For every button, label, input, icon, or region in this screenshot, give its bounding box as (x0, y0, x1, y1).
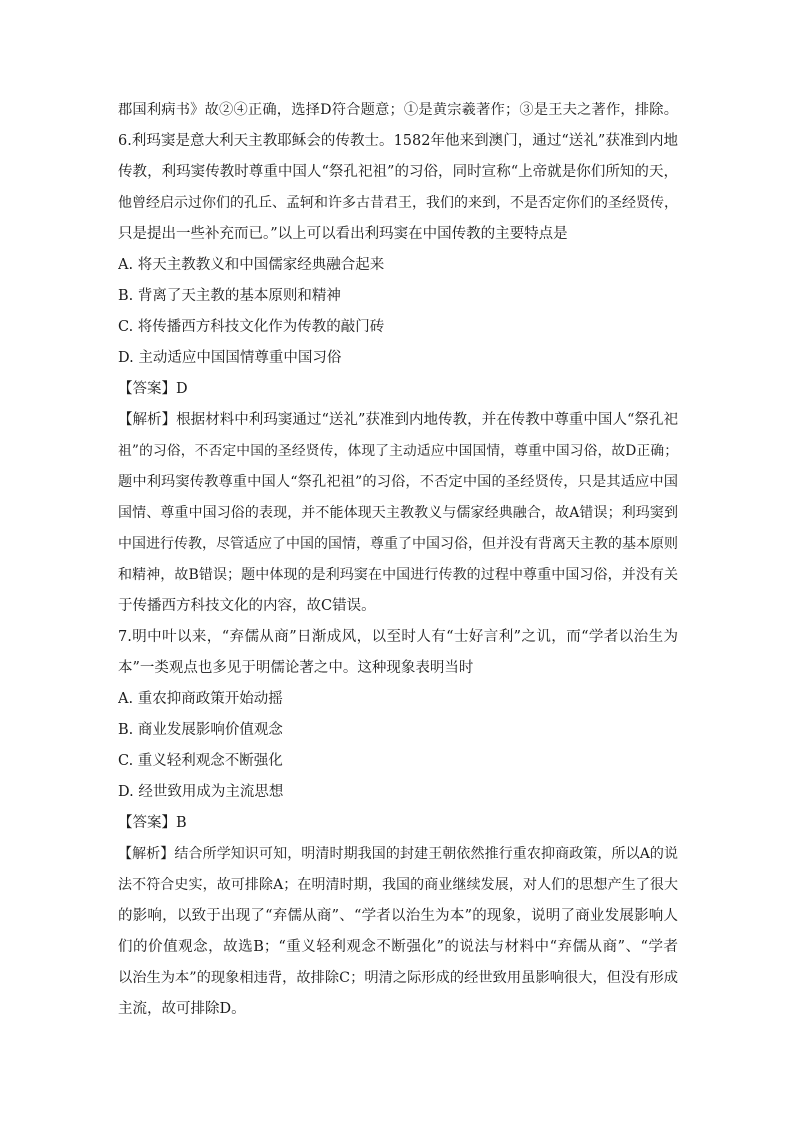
answer-option: C. 重义轻利观念不断强化 (118, 753, 283, 769)
text-line: 法不符合史实，故可排除A；在明清时期，我国的商业继续发展，对人们的思想产生了很大 (118, 877, 678, 893)
answer-option: A. 将天主教教义和中国儒家经典融合起来 (118, 257, 385, 273)
answer-option: C. 将传播西方科技文化作为传教的敲门砖 (118, 319, 385, 335)
text-line: 于传播西方科技文化的内容，故C错误。 (118, 598, 376, 614)
text-line: 的影响，以致于出现了“弃儒从商”、“学者以治生为本”的现象，说明了商业发展影响人 (118, 908, 678, 924)
answer-option: A. 重农抑商政策开始动摇 (118, 691, 283, 707)
text-line: 以治生为本”的现象相违背，故排除C；明清之际形成的经世致用虽影响很大，但没有形成 (118, 970, 678, 986)
document-body (118, 95, 678, 1025)
text-line: 祖”的习俗，不否定中国的圣经贤传，体现了主动适应中国国情，尊重中国习俗，故D正确； (118, 443, 678, 459)
text-line: 国情、尊重中国习俗的表现，并不能体现天主教教义与儒家经典融合，故A错误；利玛窦到 (118, 505, 678, 521)
question-line: 7.明中叶以来，“弃儒从商”日渐成风，以至时人有“士好言利”之讥，而“学者以治生为 (118, 629, 678, 645)
question-line: 6.利玛窦是意大利天主教耶稣会的传教士。1582年他来到澳门，通过“送礼”获准到内地 (118, 133, 678, 149)
answer-option: B. 商业发展影响价值观念 (118, 722, 283, 738)
answer-option: D. 经世致用成为主流思想 (118, 784, 284, 800)
text-line: 中国进行传教，尽管适应了中国的国情，尊重了中国习俗，但并没有背离天主教的基本原则 (118, 536, 678, 552)
answer-line: 【答案】D (118, 381, 188, 397)
analysis-line: 【解析】根据材料中利玛窦通过“送礼”获准到内地传教，并在传教中尊重中国人“祭孔祀 (118, 412, 678, 428)
answer-option: B. 背离了天主教的基本原则和精神 (118, 288, 341, 304)
text-line: 题中利玛窦传教尊重中国人“祭孔祀祖”的习俗，不否定中国的圣经贤传，只是其适应中国 (118, 474, 678, 490)
text-line: 主流，故可排除D。 (118, 1001, 246, 1017)
analysis-line: 【解析】结合所学知识可知，明清时期我国的封建王朝依然推行重农抑商政策，所以A的说 (118, 846, 678, 862)
text-line: 和精神，故B错误；题中体现的是利玛窦在中国进行传教的过程中尊重中国习俗，并没有关 (118, 567, 678, 583)
text-line: 传教，利玛窦传教时尊重中国人“祭孔祀祖”的习俗，同时宣称“上帝就是你们所知的天， (118, 164, 678, 180)
answer-option: D. 主动适应中国国情尊重中国习俗 (118, 350, 342, 366)
answer-line: 【答案】B (118, 815, 187, 831)
text-line: 本”一类观点也多见于明儒论著之中。这种现象表明当时 (118, 660, 474, 676)
text-line: 只是提出一些补充而已。”以上可以看出利玛窦在中国传教的主要特点是 (118, 226, 568, 242)
text-line: 郡国利病书》故②④正确，选择D符合题意；①是黄宗羲著作；③是王夫之著作，排除。 (118, 102, 678, 118)
text-line: 他曾经启示过你们的孔丘、孟轲和许多古昔君王，我们的来到，不是否定你们的圣经贤传， (118, 195, 678, 211)
text-line: 们的价值观念，故选B；“重义轻利观念不断强化”的说法与材料中“弃儒从商”、“学者 (118, 939, 678, 955)
